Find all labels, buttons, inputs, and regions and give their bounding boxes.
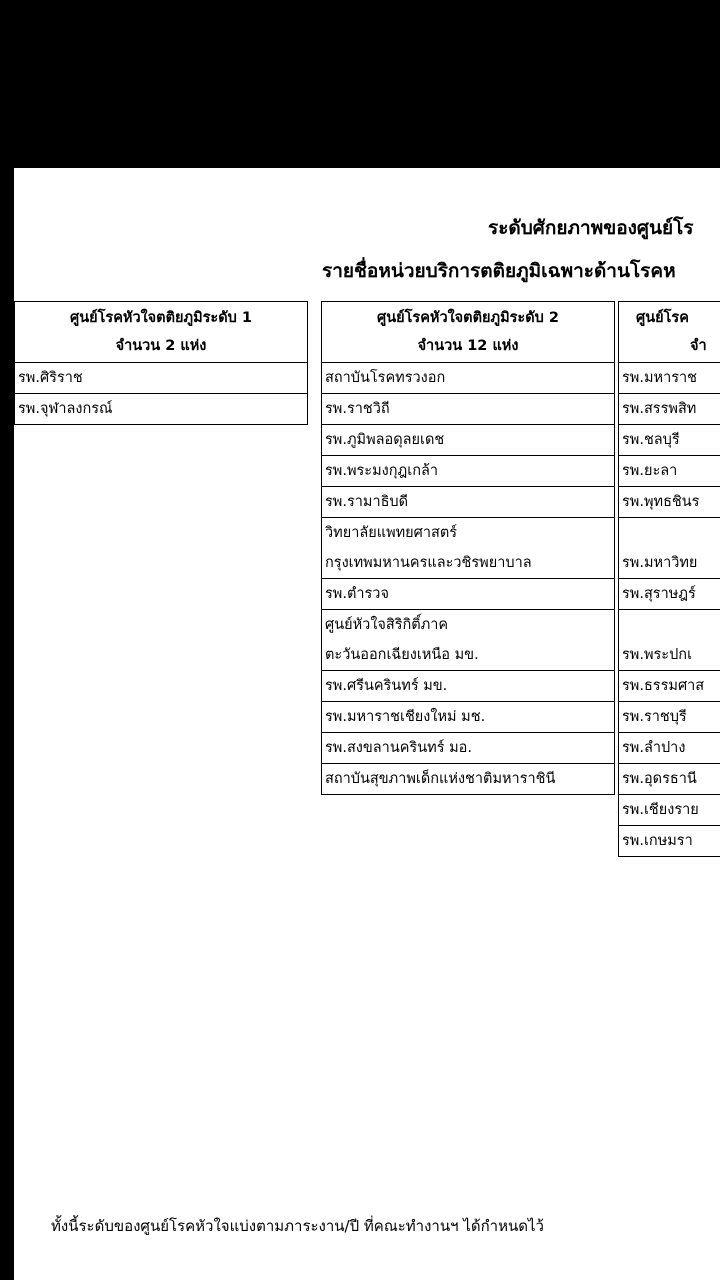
table-cell: รพ.เชียงราย <box>618 794 720 826</box>
table-cell: รพ.ราชวิถี <box>321 393 615 425</box>
table-cell: รพ.จุฬาลงกรณ์ <box>14 393 308 425</box>
document-subtitle: รายชื่อหน่วยบริการตติยภูมิเฉพาะด้านโรคห <box>322 260 676 282</box>
column-header <box>618 301 720 363</box>
column-header-count: จำนวน 12 แห่ง <box>417 338 519 354</box>
cell-line: กรุงเทพมหานครและวชิรพยาบาล <box>325 555 532 571</box>
table-cell: รพ.มหาราช <box>618 362 720 394</box>
table-cell: รพ.เกษมรา <box>618 825 720 857</box>
table-cell: รพ.สุราษฎร์ <box>618 578 720 610</box>
table-cell: สถาบันสุขภาพเด็กแห่งชาติมหาราชินี <box>321 763 615 795</box>
table-cell: รพ.รามาธิบดี <box>321 486 615 518</box>
column-header-title: ศูนย์โรคหัวใจตติยภูมิระดับ 1 <box>70 310 252 326</box>
table-cell <box>321 609 615 671</box>
table-cell: รพ.ภูมิพลอดุลยเดช <box>321 424 615 456</box>
table-cell: รพ.อุดรธานี <box>618 763 720 795</box>
document-title: ระดับศักยภาพของศูนย์โร <box>488 217 694 239</box>
table-cell: รพ.สงขลานครินทร์ มอ. <box>321 732 615 764</box>
table-cell: รพ.ตำรวจ <box>321 578 615 610</box>
cell-line: วิทยาลัยแพทยศาสตร์ <box>325 525 458 541</box>
top-black-area <box>0 0 720 168</box>
table-cell: รพ.มหาวิทย <box>618 517 720 579</box>
table-cell: รพ.ศิริราช <box>14 362 308 394</box>
cell-line: ศูนย์หัวใจสิริกิติ์ภาค <box>325 617 449 633</box>
table-cell: รพ.ธรรมศาส <box>618 670 720 702</box>
table-cell: รพ.ลำปาง <box>618 732 720 764</box>
table-cell: รพ.พระมงกุฎเกล้า <box>321 455 615 487</box>
column-header <box>14 301 308 363</box>
table-cell: รพ.สรรพสิท <box>618 393 720 425</box>
column-header-count: จำนวน 2 แห่ง <box>115 338 207 354</box>
table-cell: สถาบันโรคทรวงอก <box>321 362 615 394</box>
table-cell: รพ.ราชบุรี <box>618 701 720 733</box>
left-black-edge <box>0 168 14 1280</box>
cell-line: ตะวันออกเฉียงเหนือ มข. <box>325 647 479 663</box>
table-cell: รพ.พระปกเ <box>618 609 720 671</box>
table-cell <box>321 517 615 579</box>
table-cell: รพ.ยะลา <box>618 455 720 487</box>
column-header-count: จำ <box>690 338 707 354</box>
column-header <box>321 301 615 363</box>
footer-note: ทั้งนี้ระดับของศูนย์โรคหัวใจแบ่งตามภาระงาน/ปี ที่คณะทำงานฯ ได้กำหนดไว้ <box>51 1217 544 1235</box>
table-cell: รพ.ชลบุรี <box>618 424 720 456</box>
table-cell: รพ.พุทธชินร <box>618 486 720 518</box>
table-cell: รพ.ศรีนครินทร์ มข. <box>321 670 615 702</box>
column-header-title: ศูนย์โรค <box>636 310 689 326</box>
column-header-title: ศูนย์โรคหัวใจตติยภูมิระดับ 2 <box>377 310 559 326</box>
document-page <box>14 168 720 1280</box>
table-cell: รพ.มหาราชเชียงใหม่ มช. <box>321 701 615 733</box>
